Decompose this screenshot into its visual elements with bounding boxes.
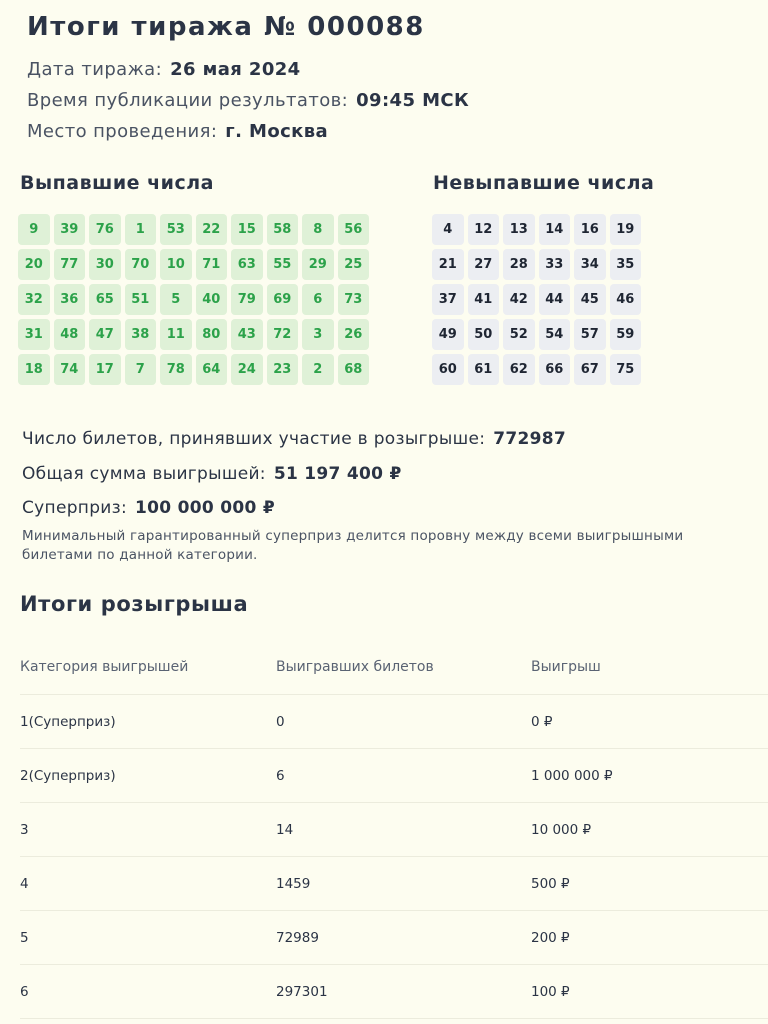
undrawn-number-ball: 50 xyxy=(468,319,500,350)
winners-cell: 1459 xyxy=(276,875,311,892)
drawn-number-ball: 23 xyxy=(267,354,299,385)
undrawn-number-ball: 37 xyxy=(432,284,464,315)
participants-label: Число билетов, принявших участие в розыгрыше: xyxy=(22,429,486,449)
drawn-number-ball: 5 xyxy=(160,284,192,315)
undrawn-number-ball: 67 xyxy=(574,354,606,385)
drawn-number-ball: 80 xyxy=(196,319,228,350)
category-cell: 6 xyxy=(20,983,29,1000)
undrawn-number-ball: 4 xyxy=(432,214,464,245)
superprize-label: Суперприз: xyxy=(22,498,128,518)
table-row xyxy=(20,965,768,1019)
drawn-number-ball: 72 xyxy=(267,319,299,350)
drawn-number-ball: 58 xyxy=(267,214,299,245)
drawn-number-ball: 63 xyxy=(231,249,263,280)
drawn-number-ball: 30 xyxy=(89,249,121,280)
superprize-row xyxy=(22,498,275,518)
undrawn-number-ball: 75 xyxy=(610,354,642,385)
drawn-number-ball: 74 xyxy=(54,354,86,385)
undrawn-number-ball: 21 xyxy=(432,249,464,280)
drawn-number-ball: 31 xyxy=(18,319,50,350)
publication-time-label: Время публикации результатов: xyxy=(27,90,349,111)
drawn-number-ball: 36 xyxy=(54,284,86,315)
winners-cell: 0 xyxy=(276,713,285,730)
category-cell: 5 xyxy=(20,929,29,946)
prize-cell: 200 ₽ xyxy=(531,929,570,946)
prize-cell: 10 000 ₽ xyxy=(531,821,592,838)
winners-cell: 14 xyxy=(276,821,294,838)
total-winnings-value: 51 197 400 ₽ xyxy=(273,464,402,484)
drawn-number-ball: 73 xyxy=(338,284,370,315)
drawn-number-ball: 32 xyxy=(18,284,50,315)
category-cell: 1(Суперприз) xyxy=(20,713,116,730)
undrawn-number-ball: 66 xyxy=(539,354,571,385)
drawn-number-ball: 40 xyxy=(196,284,228,315)
drawn-number-ball: 6 xyxy=(302,284,334,315)
table-row xyxy=(20,749,768,803)
prize-cell: 1 000 000 ₽ xyxy=(531,767,613,784)
drawn-number-ball: 70 xyxy=(125,249,157,280)
draw-date-row xyxy=(27,59,301,80)
draw-place-label: Место проведения: xyxy=(27,121,218,142)
drawn-number-ball: 29 xyxy=(302,249,334,280)
drawn-number-ball: 38 xyxy=(125,319,157,350)
participants-value: 772987 xyxy=(493,429,567,449)
drawn-number-ball: 76 xyxy=(89,214,121,245)
publication-time-value: 09:45 МСК xyxy=(356,90,470,111)
drawn-number-ball: 3 xyxy=(302,319,334,350)
results-table xyxy=(20,640,768,1019)
drawn-number-ball: 51 xyxy=(125,284,157,315)
drawn-number-ball: 55 xyxy=(267,249,299,280)
drawn-number-ball: 9 xyxy=(18,214,50,245)
drawn-number-ball: 69 xyxy=(267,284,299,315)
drawn-number-ball: 43 xyxy=(231,319,263,350)
undrawn-number-ball: 33 xyxy=(539,249,571,280)
drawn-number-ball: 18 xyxy=(18,354,50,385)
drawn-number-ball: 79 xyxy=(231,284,263,315)
undrawn-number-ball: 61 xyxy=(468,354,500,385)
participants-row xyxy=(22,429,566,449)
drawn-number-ball: 77 xyxy=(54,249,86,280)
category-cell: 3 xyxy=(20,821,29,838)
drawn-number-ball: 39 xyxy=(54,214,86,245)
superprize-value: 100 000 000 ₽ xyxy=(135,498,275,518)
table-row xyxy=(20,911,768,965)
drawn-number-ball: 65 xyxy=(89,284,121,315)
drawn-number-ball: 11 xyxy=(160,319,192,350)
category-cell: 4 xyxy=(20,875,29,892)
column-header-prize: Выигрыш xyxy=(531,659,601,675)
draw-date-label: Дата тиража: xyxy=(27,59,163,80)
drawn-number-ball: 47 xyxy=(89,319,121,350)
draw-place-value: г. Москва xyxy=(225,121,329,142)
column-header-winners: Выигравших билетов xyxy=(276,659,434,675)
drawn-numbers-grid xyxy=(18,214,369,385)
undrawn-number-ball: 27 xyxy=(468,249,500,280)
table-row xyxy=(20,857,768,911)
total-winnings-row xyxy=(22,464,402,484)
winners-cell: 6 xyxy=(276,767,285,784)
drawn-number-ball: 68 xyxy=(338,354,370,385)
drawn-number-ball: 78 xyxy=(160,354,192,385)
drawn-number-ball: 10 xyxy=(160,249,192,280)
prize-cell: 0 ₽ xyxy=(531,713,553,730)
winners-cell: 72989 xyxy=(276,929,319,946)
drawn-number-ball: 20 xyxy=(18,249,50,280)
undrawn-number-ball: 28 xyxy=(503,249,535,280)
drawn-number-ball: 25 xyxy=(338,249,370,280)
drawn-number-ball: 2 xyxy=(302,354,334,385)
drawn-number-ball: 22 xyxy=(196,214,228,245)
undrawn-numbers-heading: Невыпавшие числа xyxy=(433,172,655,194)
prize-cell: 100 ₽ xyxy=(531,983,570,1000)
undrawn-number-ball: 19 xyxy=(610,214,642,245)
publication-time-row xyxy=(27,90,469,111)
category-cell: 2(Суперприз) xyxy=(20,767,116,784)
undrawn-numbers-grid xyxy=(432,214,641,385)
undrawn-number-ball: 42 xyxy=(503,284,535,315)
column-header-category: Категория выигрышей xyxy=(20,659,189,675)
drawn-number-ball: 8 xyxy=(302,214,334,245)
table-row xyxy=(20,803,768,857)
draw-place-row xyxy=(27,121,328,142)
undrawn-number-ball: 44 xyxy=(539,284,571,315)
drawn-numbers-heading: Выпавшие числа xyxy=(20,172,214,194)
drawn-number-ball: 56 xyxy=(338,214,370,245)
undrawn-number-ball: 14 xyxy=(539,214,571,245)
undrawn-number-ball: 12 xyxy=(468,214,500,245)
drawn-number-ball: 48 xyxy=(54,319,86,350)
undrawn-number-ball: 60 xyxy=(432,354,464,385)
undrawn-number-ball: 46 xyxy=(610,284,642,315)
drawn-number-ball: 24 xyxy=(231,354,263,385)
superprize-note: Минимальный гарантированный суперприз делится поровну между всеми выигрышными билетами по данной категории. xyxy=(22,528,684,563)
undrawn-number-ball: 35 xyxy=(610,249,642,280)
drawn-number-ball: 26 xyxy=(338,319,370,350)
undrawn-number-ball: 62 xyxy=(503,354,535,385)
total-winnings-label: Общая сумма выигрышей: xyxy=(22,464,266,484)
table-row xyxy=(20,695,768,749)
drawn-number-ball: 71 xyxy=(196,249,228,280)
drawn-number-ball: 15 xyxy=(231,214,263,245)
winners-cell: 297301 xyxy=(276,983,328,1000)
undrawn-number-ball: 49 xyxy=(432,319,464,350)
table-header-row xyxy=(20,640,768,695)
undrawn-number-ball: 57 xyxy=(574,319,606,350)
drawn-number-ball: 1 xyxy=(125,214,157,245)
undrawn-number-ball: 13 xyxy=(503,214,535,245)
undrawn-number-ball: 34 xyxy=(574,249,606,280)
undrawn-number-ball: 16 xyxy=(574,214,606,245)
undrawn-number-ball: 59 xyxy=(610,319,642,350)
undrawn-number-ball: 54 xyxy=(539,319,571,350)
drawn-number-ball: 53 xyxy=(160,214,192,245)
undrawn-number-ball: 41 xyxy=(468,284,500,315)
drawn-number-ball: 17 xyxy=(89,354,121,385)
results-heading: Итоги розыгрыша xyxy=(20,592,249,616)
undrawn-number-ball: 52 xyxy=(503,319,535,350)
draw-date-value: 26 мая 2024 xyxy=(170,59,301,80)
drawn-number-ball: 64 xyxy=(196,354,228,385)
undrawn-number-ball: 45 xyxy=(574,284,606,315)
prize-cell: 500 ₽ xyxy=(531,875,570,892)
page-title: Итоги тиража № 000088 xyxy=(27,12,425,42)
drawn-number-ball: 7 xyxy=(125,354,157,385)
